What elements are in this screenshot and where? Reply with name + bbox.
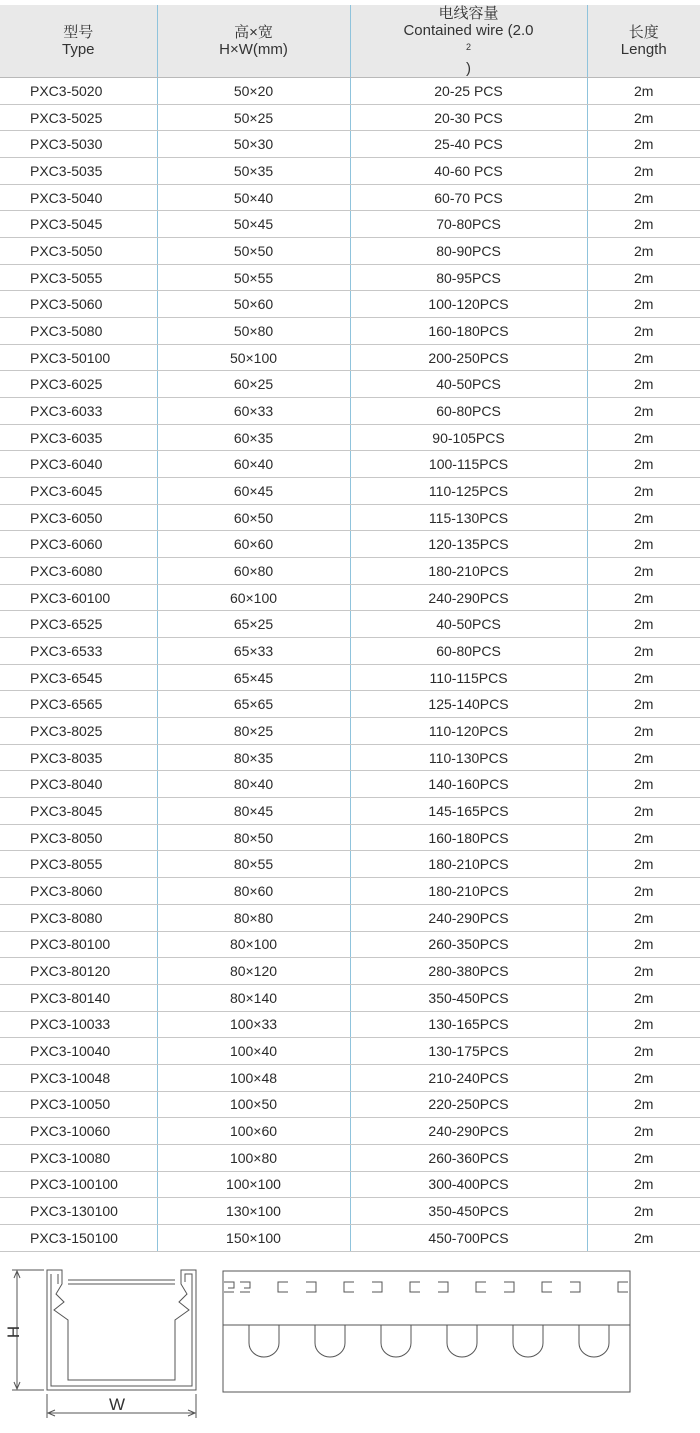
size-cell: 50×30 — [157, 131, 350, 158]
table-row — [0, 984, 700, 1011]
length-cell: 2m — [587, 424, 700, 451]
header-wire-en-prefix: Contained wire (2.0 — [403, 22, 534, 39]
header-wire-en-suffix: ) — [466, 60, 471, 77]
table-row — [0, 104, 700, 131]
type-cell: PXC3-6080 — [0, 558, 157, 585]
size-cell: 60×33 — [157, 398, 350, 425]
header-type — [0, 5, 157, 78]
table-row — [0, 318, 700, 345]
type-cell: PXC3-8045 — [0, 798, 157, 825]
wire-capacity-cell: 60-70 PCS — [350, 184, 587, 211]
wire-capacity-cell: 80-95PCS — [350, 264, 587, 291]
wire-capacity-cell: 70-80PCS — [350, 211, 587, 238]
length-cell: 2m — [587, 1224, 700, 1251]
type-cell: PXC3-6033 — [0, 398, 157, 425]
header-size — [157, 5, 350, 78]
size-cell: 100×100 — [157, 1171, 350, 1198]
type-cell: PXC3-10048 — [0, 1064, 157, 1091]
length-cell: 2m — [587, 771, 700, 798]
table-row — [0, 1198, 700, 1225]
type-cell: PXC3-10060 — [0, 1118, 157, 1145]
wire-capacity-cell: 300-400PCS — [350, 1171, 587, 1198]
table-row — [0, 264, 700, 291]
length-cell: 2m — [587, 931, 700, 958]
table-row — [0, 158, 700, 185]
table-row — [0, 398, 700, 425]
header-type-en: Type — [61, 41, 95, 58]
length-cell: 2m — [587, 371, 700, 398]
type-cell: PXC3-6045 — [0, 478, 157, 505]
type-cell: PXC3-5080 — [0, 318, 157, 345]
type-cell: PXC3-6525 — [0, 611, 157, 638]
type-cell: PXC3-5035 — [0, 158, 157, 185]
length-cell: 2m — [587, 1011, 700, 1038]
table-row — [0, 1224, 700, 1251]
length-cell: 2m — [587, 78, 700, 105]
side-view-diagram — [218, 1265, 638, 1397]
type-cell: PXC3-130100 — [0, 1198, 157, 1225]
length-cell: 2m — [587, 1064, 700, 1091]
type-cell: PXC3-5040 — [0, 184, 157, 211]
table-row — [0, 344, 700, 371]
wire-capacity-cell: 180-210PCS — [350, 558, 587, 585]
size-cell: 100×33 — [157, 1011, 350, 1038]
type-cell: PXC3-60100 — [0, 584, 157, 611]
wire-capacity-cell: 100-120PCS — [350, 291, 587, 318]
wire-capacity-cell: 240-290PCS — [350, 584, 587, 611]
length-cell: 2m — [587, 718, 700, 745]
length-cell: 2m — [587, 1144, 700, 1171]
size-cell: 100×48 — [157, 1064, 350, 1091]
length-cell: 2m — [587, 638, 700, 665]
type-cell: PXC3-5055 — [0, 264, 157, 291]
length-cell: 2m — [587, 318, 700, 345]
size-cell: 150×100 — [157, 1224, 350, 1251]
wire-capacity-cell: 130-175PCS — [350, 1038, 587, 1065]
table-row — [0, 584, 700, 611]
wire-capacity-cell: 80-90PCS — [350, 238, 587, 265]
length-cell: 2m — [587, 398, 700, 425]
size-cell: 80×40 — [157, 771, 350, 798]
length-cell: 2m — [587, 531, 700, 558]
type-cell: PXC3-8040 — [0, 771, 157, 798]
wire-capacity-cell: 120-135PCS — [350, 531, 587, 558]
type-cell: PXC3-150100 — [0, 1224, 157, 1251]
header-size-en: H×W(mm) — [219, 41, 288, 58]
length-cell: 2m — [587, 504, 700, 531]
length-cell: 2m — [587, 158, 700, 185]
cross-section-diagram — [0, 1258, 205, 1423]
size-cell: 50×35 — [157, 158, 350, 185]
wire-capacity-cell: 25-40 PCS — [350, 131, 587, 158]
size-cell: 50×100 — [157, 344, 350, 371]
table-row — [0, 1038, 700, 1065]
wire-capacity-cell: 260-360PCS — [350, 1144, 587, 1171]
wire-capacity-cell: 180-210PCS — [350, 878, 587, 905]
size-cell: 50×60 — [157, 291, 350, 318]
length-cell: 2m — [587, 211, 700, 238]
wire-capacity-cell: 60-80PCS — [350, 638, 587, 665]
type-cell: PXC3-8060 — [0, 878, 157, 905]
wire-capacity-cell: 125-140PCS — [350, 691, 587, 718]
type-cell: PXC3-6050 — [0, 504, 157, 531]
type-cell: PXC3-8050 — [0, 824, 157, 851]
size-cell: 130×100 — [157, 1198, 350, 1225]
length-cell: 2m — [587, 558, 700, 585]
length-cell: 2m — [587, 104, 700, 131]
length-cell: 2m — [587, 291, 700, 318]
length-cell: 2m — [587, 1171, 700, 1198]
size-cell: 60×100 — [157, 584, 350, 611]
size-cell: 65×65 — [157, 691, 350, 718]
table-row — [0, 478, 700, 505]
wire-capacity-cell: 180-210PCS — [350, 851, 587, 878]
table-row — [0, 664, 700, 691]
wire-capacity-cell: 20-25 PCS — [350, 78, 587, 105]
table-body — [0, 78, 700, 1252]
wire-capacity-cell: 40-50PCS — [350, 371, 587, 398]
length-cell: 2m — [587, 984, 700, 1011]
length-cell: 2m — [587, 691, 700, 718]
type-cell: PXC3-6040 — [0, 451, 157, 478]
size-cell: 80×120 — [157, 958, 350, 985]
height-label: H — [4, 1325, 23, 1339]
wire-capacity-cell: 220-250PCS — [350, 1091, 587, 1118]
wire-capacity-cell: 160-180PCS — [350, 824, 587, 851]
type-cell: PXC3-6545 — [0, 664, 157, 691]
table-row — [0, 1011, 700, 1038]
type-cell: PXC3-100100 — [0, 1171, 157, 1198]
header-length — [587, 5, 700, 78]
table-row — [0, 771, 700, 798]
type-cell: PXC3-80120 — [0, 958, 157, 985]
header-length-cn: 长度 — [628, 24, 659, 41]
table-row — [0, 798, 700, 825]
type-cell: PXC3-8055 — [0, 851, 157, 878]
type-cell: PXC3-10033 — [0, 1011, 157, 1038]
header-type-cn: 型号 — [63, 24, 94, 41]
type-cell: PXC3-5060 — [0, 291, 157, 318]
type-cell: PXC3-8025 — [0, 718, 157, 745]
table-row — [0, 558, 700, 585]
type-cell: PXC3-80100 — [0, 931, 157, 958]
type-cell: PXC3-5030 — [0, 131, 157, 158]
wire-capacity-cell: 450-700PCS — [350, 1224, 587, 1251]
size-cell: 50×40 — [157, 184, 350, 211]
table-row — [0, 451, 700, 478]
size-cell: 60×50 — [157, 504, 350, 531]
size-cell: 100×80 — [157, 1144, 350, 1171]
table-row — [0, 238, 700, 265]
table-row — [0, 211, 700, 238]
table-row — [0, 904, 700, 931]
length-cell: 2m — [587, 958, 700, 985]
type-cell: PXC3-6025 — [0, 371, 157, 398]
wire-capacity-cell: 240-290PCS — [350, 904, 587, 931]
wire-capacity-cell: 210-240PCS — [350, 1064, 587, 1091]
header-wire-en-sup: 2 — [465, 42, 471, 52]
spec-table — [0, 5, 700, 1252]
type-cell: PXC3-50100 — [0, 344, 157, 371]
wire-capacity-cell: 40-60 PCS — [350, 158, 587, 185]
table-row — [0, 638, 700, 665]
table-row — [0, 824, 700, 851]
length-cell: 2m — [587, 1118, 700, 1145]
type-cell: PXC3-6565 — [0, 691, 157, 718]
header-wire-en — [351, 22, 587, 77]
size-cell: 50×55 — [157, 264, 350, 291]
size-cell: 60×35 — [157, 424, 350, 451]
width-label: W — [108, 1395, 126, 1414]
length-cell: 2m — [587, 344, 700, 371]
wire-capacity-cell: 260-350PCS — [350, 931, 587, 958]
size-cell: 60×25 — [157, 371, 350, 398]
size-cell: 100×50 — [157, 1091, 350, 1118]
size-cell: 50×25 — [157, 104, 350, 131]
type-cell: PXC3-80140 — [0, 984, 157, 1011]
size-cell: 100×60 — [157, 1118, 350, 1145]
length-cell: 2m — [587, 1198, 700, 1225]
size-cell: 80×35 — [157, 744, 350, 771]
length-cell: 2m — [587, 478, 700, 505]
table-row — [0, 1171, 700, 1198]
length-cell: 2m — [587, 664, 700, 691]
wire-capacity-cell: 110-130PCS — [350, 744, 587, 771]
size-cell: 80×60 — [157, 878, 350, 905]
size-cell: 65×45 — [157, 664, 350, 691]
table-row — [0, 184, 700, 211]
size-cell: 80×25 — [157, 718, 350, 745]
size-cell: 100×40 — [157, 1038, 350, 1065]
wire-capacity-cell: 100-115PCS — [350, 451, 587, 478]
wire-capacity-cell: 240-290PCS — [350, 1118, 587, 1145]
size-cell: 50×50 — [157, 238, 350, 265]
table-row — [0, 931, 700, 958]
wire-capacity-cell: 130-165PCS — [350, 1011, 587, 1038]
length-cell: 2m — [587, 824, 700, 851]
length-cell: 2m — [587, 584, 700, 611]
table-row — [0, 371, 700, 398]
size-cell: 50×80 — [157, 318, 350, 345]
wire-capacity-cell: 280-380PCS — [350, 958, 587, 985]
table-row — [0, 691, 700, 718]
wire-capacity-cell: 110-125PCS — [350, 478, 587, 505]
size-cell: 80×50 — [157, 824, 350, 851]
length-cell: 2m — [587, 1091, 700, 1118]
length-cell: 2m — [587, 264, 700, 291]
header-wire — [350, 5, 587, 78]
table-row — [0, 504, 700, 531]
table-row — [0, 744, 700, 771]
wire-capacity-cell: 60-80PCS — [350, 398, 587, 425]
table-row — [0, 1118, 700, 1145]
type-cell: PXC3-6035 — [0, 424, 157, 451]
wire-capacity-cell: 115-130PCS — [350, 504, 587, 531]
wire-capacity-cell: 145-165PCS — [350, 798, 587, 825]
table-row — [0, 958, 700, 985]
table-row — [0, 291, 700, 318]
length-cell: 2m — [587, 851, 700, 878]
table-row — [0, 1144, 700, 1171]
size-cell: 80×45 — [157, 798, 350, 825]
table-row — [0, 851, 700, 878]
table-row — [0, 531, 700, 558]
type-cell: PXC3-10040 — [0, 1038, 157, 1065]
table-row — [0, 78, 700, 105]
length-cell: 2m — [587, 184, 700, 211]
type-cell: PXC3-10080 — [0, 1144, 157, 1171]
type-cell: PXC3-6060 — [0, 531, 157, 558]
wire-capacity-cell: 140-160PCS — [350, 771, 587, 798]
size-cell: 50×45 — [157, 211, 350, 238]
length-cell: 2m — [587, 611, 700, 638]
type-cell: PXC3-8035 — [0, 744, 157, 771]
wire-capacity-cell: 110-120PCS — [350, 718, 587, 745]
table-row — [0, 1091, 700, 1118]
table-row — [0, 611, 700, 638]
size-cell: 80×100 — [157, 931, 350, 958]
header-size-cn: 高×宽 — [234, 24, 273, 41]
wire-capacity-cell: 40-50PCS — [350, 611, 587, 638]
length-cell: 2m — [587, 238, 700, 265]
size-cell: 80×140 — [157, 984, 350, 1011]
type-cell: PXC3-5050 — [0, 238, 157, 265]
table-row — [0, 878, 700, 905]
table-header — [0, 5, 700, 78]
length-cell: 2m — [587, 904, 700, 931]
header-length-en: Length — [620, 41, 667, 58]
type-cell: PXC3-5020 — [0, 78, 157, 105]
size-cell: 80×80 — [157, 904, 350, 931]
type-cell: PXC3-5025 — [0, 104, 157, 131]
type-cell: PXC3-6533 — [0, 638, 157, 665]
size-cell: 65×33 — [157, 638, 350, 665]
type-cell: PXC3-5045 — [0, 211, 157, 238]
length-cell: 2m — [587, 744, 700, 771]
type-cell: PXC3-8080 — [0, 904, 157, 931]
wire-capacity-cell: 350-450PCS — [350, 1198, 587, 1225]
table-row — [0, 131, 700, 158]
wire-capacity-cell: 110-115PCS — [350, 664, 587, 691]
size-cell: 50×20 — [157, 78, 350, 105]
table-row — [0, 424, 700, 451]
length-cell: 2m — [587, 451, 700, 478]
length-cell: 2m — [587, 131, 700, 158]
length-cell: 2m — [587, 1038, 700, 1065]
size-cell: 65×25 — [157, 611, 350, 638]
size-cell: 60×45 — [157, 478, 350, 505]
wire-capacity-cell: 20-30 PCS — [350, 104, 587, 131]
length-cell: 2m — [587, 878, 700, 905]
type-cell: PXC3-10050 — [0, 1091, 157, 1118]
size-cell: 60×40 — [157, 451, 350, 478]
wire-capacity-cell: 200-250PCS — [350, 344, 587, 371]
table-row — [0, 1064, 700, 1091]
wire-capacity-cell: 350-450PCS — [350, 984, 587, 1011]
header-wire-cn: 电线容量 — [438, 5, 499, 22]
length-cell: 2m — [587, 798, 700, 825]
size-cell: 60×60 — [157, 531, 350, 558]
wire-capacity-cell: 160-180PCS — [350, 318, 587, 345]
size-cell: 60×80 — [157, 558, 350, 585]
table-row — [0, 718, 700, 745]
size-cell: 80×55 — [157, 851, 350, 878]
wire-capacity-cell: 90-105PCS — [350, 424, 587, 451]
